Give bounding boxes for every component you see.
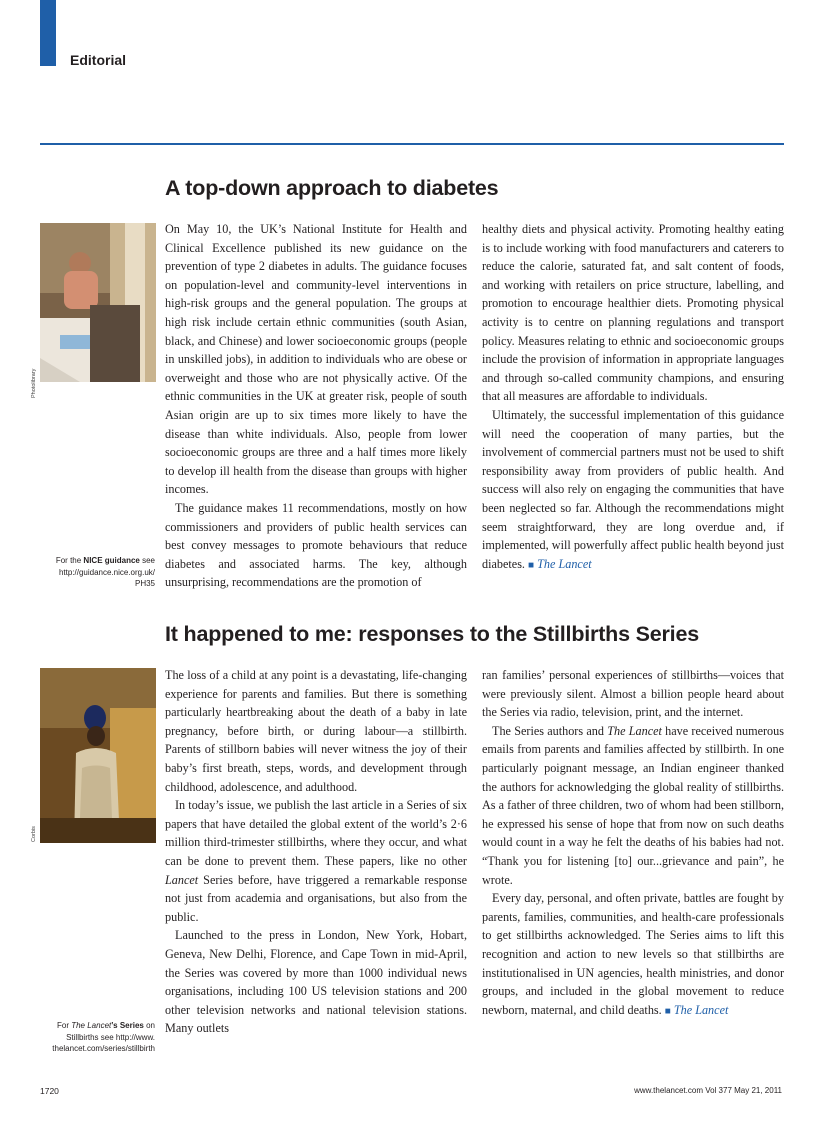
side-note-text: For the [55,556,84,565]
paragraph: The guidance makes 11 recommendations, mostly on how commissioners and providers of public health services can best convey messages to promote behaviours that reduce diabetes and associated harms. The key, although unsurprising, recommendations are the promotion of [165,500,467,590]
paragraph-text: In today’s issue, we publish the last article in a Series of six papers that have detailed the global extent of the world’s 2·6 million third-trimester stillbirths, where they occur, and what can be done to prevent them. These papers, like no other [165,798,467,868]
article2-photo-credit: Corbis [31,826,37,842]
side-note-link[interactable]: http://guidance.nice.org.uk/ [58,567,155,577]
article1-photo [40,223,156,382]
article1-column-2 [482,220,784,575]
article1-title: A top-down approach to diabetes [165,176,499,200]
side-note-italic: The Lancet [71,1021,112,1030]
side-note-bold: ’s Series [111,1021,144,1030]
paragraph: healthy diets and physical activity. Promoting healthy eating is to include working with food manufacturers and caterers to reduce the calorie, saturated fat, and salt content of foods, and working with retailers on price structure, labelling, and promotion to encourage healthier diets. Promoting physical activity is to centre on planning regulations and transport policy. Measures relating to ethnic and socioeconomic groups include the provision of information in appropriate languages and through so-called community champions, and ensuring that all measures are affordable to individuals. [482,222,784,404]
article2-title: It happened to me: responses to the Stillbirths Series [165,622,699,646]
article2-side-note [40,1020,155,1055]
paragraph: Launched to the press in London, New York, Hobart, Geneva, New Delhi, Florence, and Cape Town in mid-April, the Series was covered by more than 1000 individual news organisations, including 100 US television stations and 200 other television networks and national television stations. Many outlets [165,928,467,1036]
paragraph [482,722,784,889]
paragraph-text: Every day, personal, and often private, battles are fought by parents, families, communities, and health-care professionals to get stillbirths acknowledged. The Series aims to lift this recognition and action to new levels so that stillbirths are institutionalised in UN agencies, health ministries, and donor groups, and included in the global movement to reduce newborn, maternal, and child deaths. [482,891,784,1017]
paragraph: The loss of a child at any point is a devastating, life-changing experience for parents and families. But there is something particularly heartbreaking about the death of a baby in late pregnancy, before birth, or during labour—a stillbirth. Parents of stillborn babies will never witness the joy of their baby’s first breath, steps, words, and development through childhood, adolescence, and adulthood. [165,668,467,794]
side-note-link[interactable]: Stillbirths see http://www. [66,1032,155,1042]
side-note-link[interactable]: thelancet.com/series/stillbirth [52,1044,155,1053]
article2-column-1 [165,666,467,1038]
signoff: The Lancet [673,1002,729,1017]
article1-photo-credit: Photolibrary [31,368,37,398]
paragraph: On May 10, the UK’s National Institute for Health and Clinical Excellence published its new guidance on the prevention of type 2 diabetes in adults. The guidance focuses on population-level and community-level interventions in high-risk groups and the general population. The groups at high risk include certain ethnic communities (south Asian, black, and Chinese) and lower socioeconomic groups (people in unskilled jobs), in addition to individuals who are obese or overweight and those who are not physically active. Of the ethnic communities in the UK at greater risk, people of south Asian origin are up to six times more likely to have the disease than white individuals. Also, people from lower socioeconomic groups are three and a half times more likely to develop ill health from the disease than groups with higher incomes. [165,222,467,497]
paragraph-text: have received numerous emails from parents and families affected by stillbirth. In one particularly poignant message, an Indian engineer thanked the authors for acknowledging the global reality of stillbirths. As a father of three children, two of whom had been stillborn, he expressed his sense of hope that from now on such deaths would count in a way he felt the deaths of his babies had not. “Thank you for listening [to] our...grievance and pain”, he wrote. [482,723,784,887]
paragraph [165,796,467,926]
end-square-icon: ■ [664,1005,671,1017]
paragraph [482,889,784,1021]
side-note-text: For [56,1021,72,1030]
article1-side-note [40,555,155,590]
journal-info: www.thelancet.com Vol 377 May 21, 2011 [634,1086,782,1095]
signoff: The Lancet [537,556,592,571]
section-label: Editorial [70,52,127,68]
side-note-text: see [139,556,155,565]
side-note-bold: NICE guidance [83,556,140,565]
article2-column-2 [482,666,784,1021]
italic-text: Lancet [165,872,199,887]
side-note-text: on [143,1021,155,1030]
paragraph: ran families’ personal experiences of stillbirths—voices that were previously silent. Almost a billion people heard about the Series via radio, television, print, and the internet. [482,668,784,720]
paragraph-text: Series before, have triggered a remarkable response not just from academia and organisations, but also from the public. [165,872,467,924]
header-rule [40,143,784,145]
side-note-text: PH35 [134,579,155,588]
section-accent-bar [40,0,56,66]
page-number: 1720 [40,1086,59,1096]
paragraph-text: The Series authors and [492,723,608,738]
paragraph [482,406,784,575]
italic-text: The Lancet [607,723,662,738]
end-square-icon: ■ [528,559,535,571]
paragraph-text: Ultimately, the successful implementation of this guidance will need the cooperation of many parties, but the involvement of commercial partners must not be used to shift responsibility away from providers of public health. And success will also rely on engaging the communities that have been neglected so far. Although the recommendations might seem straightforward, they are long overdue and, if implemented, will powerfully affect public health beyond just diabetes. [482,407,784,571]
article1-column-1 [165,220,467,592]
article2-photo [40,668,156,843]
